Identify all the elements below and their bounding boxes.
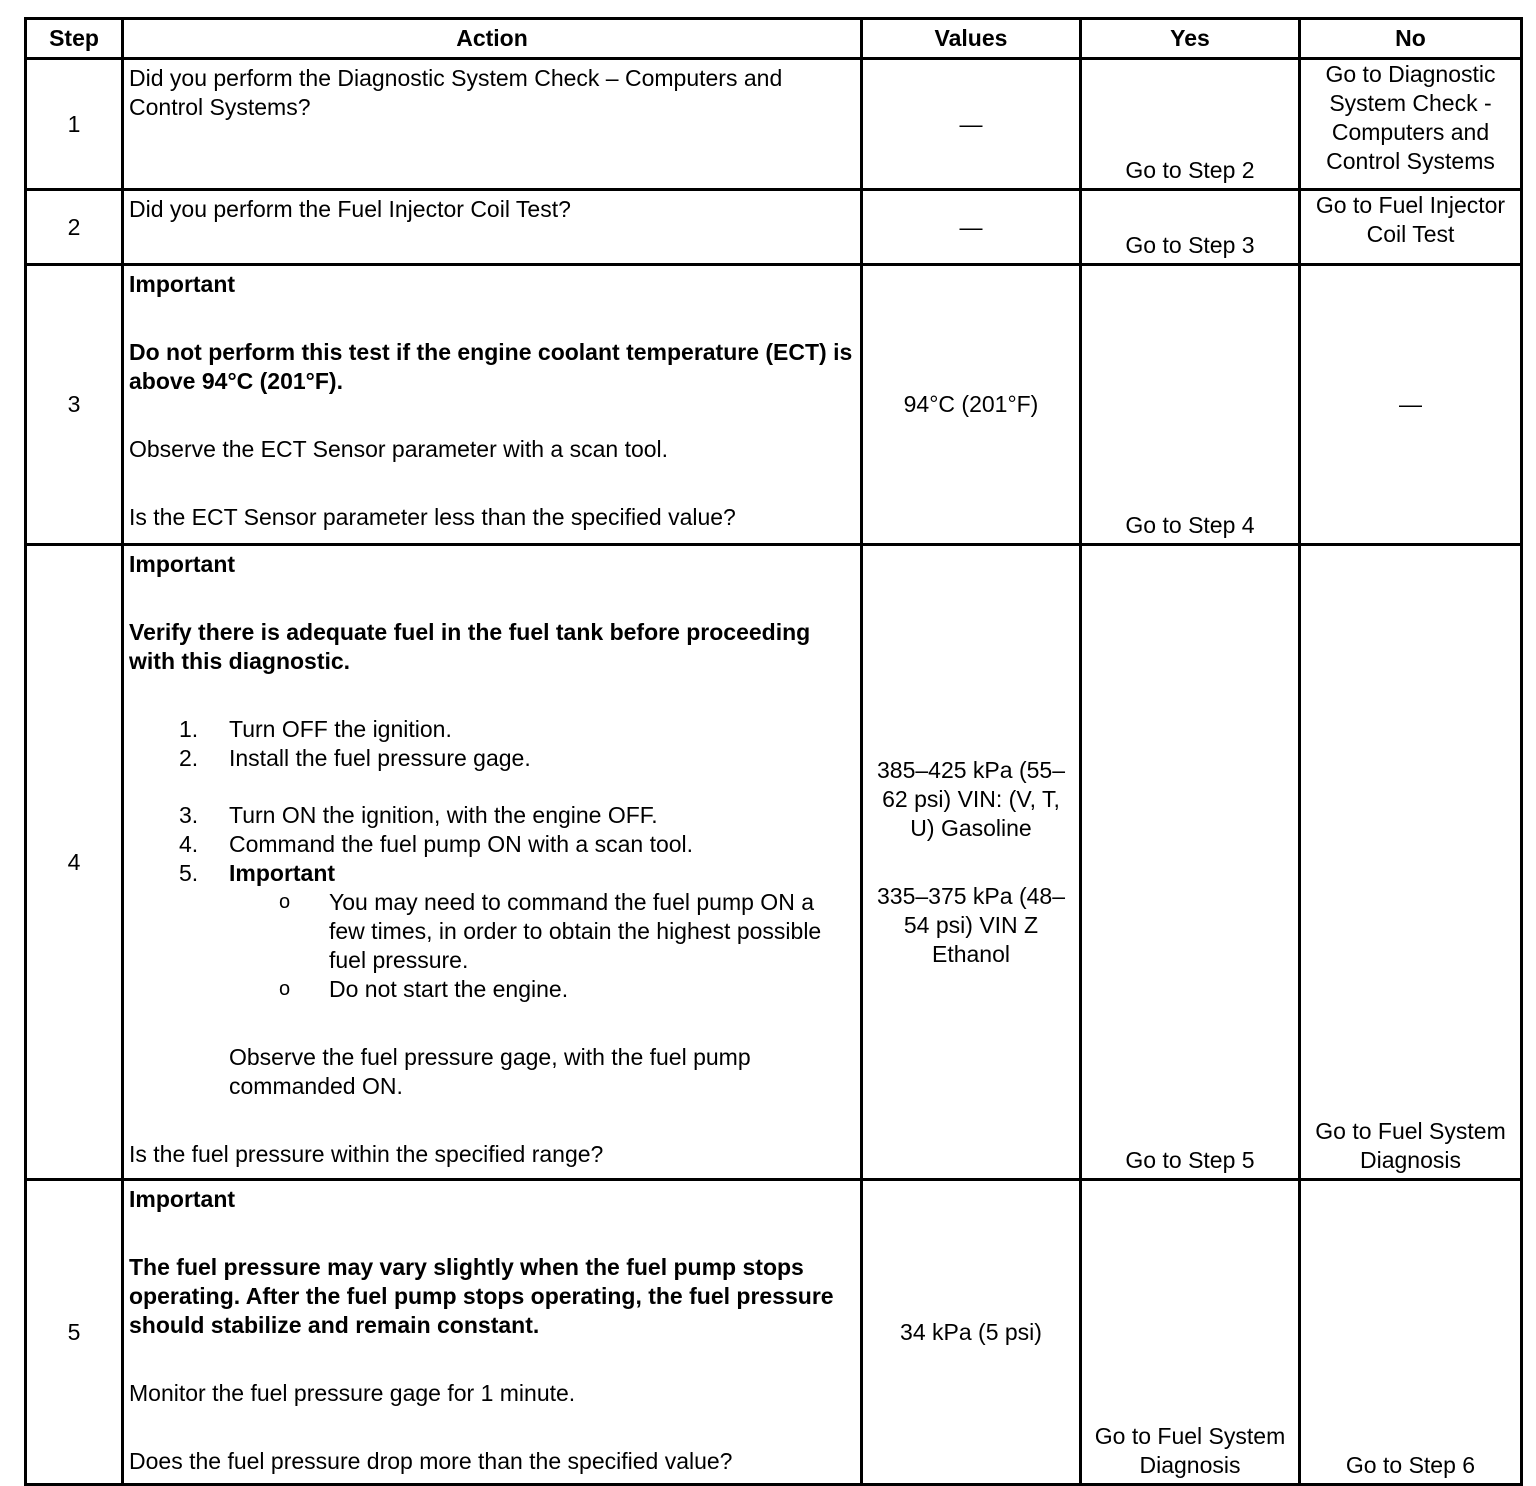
- yes-link[interactable]: Go to Step 5: [1082, 546, 1301, 1181]
- action-cell: [124, 266, 863, 546]
- header-values: Values: [863, 20, 1082, 60]
- important-note: Verify there is adequate fuel in the fuel tank before proceeding with this diagnostic.: [129, 619, 811, 674]
- question-text: Does the fuel pressure drop more than the specified value?: [129, 1448, 733, 1474]
- diagnostic-table: [24, 17, 1523, 1486]
- no-link[interactable]: Go to Fuel Injector Coil Test: [1301, 191, 1520, 266]
- header-yes: Yes: [1082, 20, 1301, 60]
- value-gasoline: 385–425 kPa (55–62 psi) VIN: (V, T, U) Gasoline: [877, 756, 1065, 841]
- important-note: Do not perform this test if the engine coolant temperature (ECT) is above 94°C (201°F).: [129, 339, 853, 394]
- yes-link[interactable]: Go to Step 2: [1082, 60, 1301, 191]
- values-cell: —: [863, 60, 1082, 191]
- step-number: 2: [27, 191, 124, 266]
- values-cell: [863, 546, 1082, 1181]
- table-row: [27, 546, 1520, 1181]
- step-number: 3: [27, 266, 124, 546]
- header-action: Action: [124, 20, 863, 60]
- observe-text: Observe the fuel pressure gage, with the fuel pump commanded ON.: [229, 1044, 751, 1099]
- sub-note-list: [229, 888, 855, 1004]
- values-cell: 34 kPa (5 psi): [863, 1181, 1082, 1483]
- no-link[interactable]: Go to Step 6: [1345, 1452, 1476, 1478]
- header-step: Step: [27, 20, 124, 60]
- table-row: [27, 266, 1520, 546]
- step-number: 4: [27, 546, 124, 1181]
- action-cell: [124, 1181, 863, 1483]
- instruction-text: Observe the ECT Sensor parameter with a scan tool.: [129, 436, 669, 462]
- instruction-text: Monitor the fuel pressure gage for 1 minute.: [129, 1380, 576, 1406]
- substep-list: [129, 715, 855, 1004]
- list-item: Turn ON the ignition, with the engine OFF.: [229, 802, 658, 828]
- step-number: 1: [27, 60, 124, 191]
- action-cell: [124, 546, 863, 1181]
- list-item: Command the fuel pump ON with a scan tool.: [229, 831, 694, 857]
- sub-note: o You may need to command the fuel pump ON a few times, in order to obtain the highest possible fuel pressure.: [329, 888, 855, 975]
- important-label: Important: [129, 551, 236, 577]
- values-cell: —: [863, 191, 1082, 266]
- header-row: [27, 20, 1520, 60]
- important-note: The fuel pressure may vary slightly when the fuel pump stops operating. After the fuel pump stops operating, the fuel pressure should stabilize and remain constant.: [129, 1254, 834, 1338]
- important-label: Important: [129, 1186, 236, 1212]
- list-item-important: [229, 859, 855, 1004]
- step-number: 5: [27, 1181, 124, 1483]
- action-text: Did you perform the Diagnostic System Check – Computers and Control Systems?: [124, 60, 863, 191]
- values-cell: 94°C (201°F): [863, 266, 1082, 546]
- no-link[interactable]: Go to Diagnostic System Check - Computers and Control Systems: [1301, 60, 1520, 191]
- important-label: Important: [129, 271, 236, 297]
- important-label: Important: [229, 860, 336, 886]
- no-link[interactable]: Go to Fuel System Diagnosis: [1301, 546, 1520, 1181]
- table-row: [27, 1181, 1520, 1483]
- yes-link[interactable]: Go to Step 3: [1082, 191, 1301, 266]
- table-row: [27, 191, 1520, 266]
- table-row: [27, 60, 1520, 191]
- yes-link[interactable]: Go to Fuel System Diagnosis: [1082, 1181, 1301, 1483]
- list-item: Install the fuel pressure gage.: [229, 745, 531, 771]
- question-text: Is the fuel pressure within the specified range?: [129, 1141, 604, 1167]
- header-no: No: [1301, 20, 1520, 60]
- sub-note: o Do not start the engine.: [329, 975, 855, 1004]
- question-text: Is the ECT Sensor parameter less than the specified value?: [129, 504, 736, 530]
- no-cell: —: [1301, 266, 1520, 546]
- action-text: Did you perform the Fuel Injector Coil Test?: [124, 191, 863, 266]
- value-ethanol: 335–375 kPa (48–54 psi) VIN Z Ethanol: [877, 882, 1065, 967]
- yes-link[interactable]: Go to Step 4: [1082, 266, 1301, 546]
- list-item: Turn OFF the ignition.: [229, 716, 452, 742]
